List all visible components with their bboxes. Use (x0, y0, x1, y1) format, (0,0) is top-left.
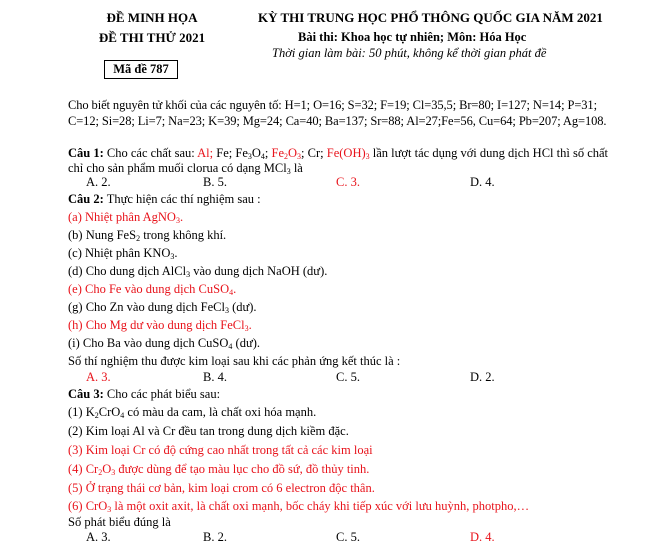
q2-item-g: (g) Cho Zn vào dung dịch FeCl$_3$ (dư). (68, 300, 257, 315)
q1-option-a: A. 2. (86, 175, 111, 189)
question-1-line-1: Câu 1: Cho các chất sau: Al; Fe; $Fe_3O_4$; $Fe_2O_3$; Cr; $Fe(OH)_3$ lần lượt tác dụng với dung dịch HCl thì số chất (68, 146, 609, 161)
q1-option-b: B. 5. (203, 175, 227, 189)
q2-item-b: (b) Nung FeS$_2$ trong không khí. (68, 228, 227, 243)
q3-option-d: D. 4. (470, 530, 495, 544)
q2-item-d: (d) Cho dung dịch AlCl$_3$ vào dung dịch NaOH (dư). (68, 264, 328, 279)
q2-question: Số thí nghiệm thu được kim loại sau khi các phản ứng kết thúc là : (68, 354, 401, 368)
q2-option-c: C. 5. (336, 370, 360, 384)
header-left-title: ĐỀ MINH HỌA (106, 10, 198, 25)
q3-option-c: C. 5. (336, 530, 360, 544)
q1-al: Al; (197, 146, 214, 160)
q3-item-4: (4) $Cr_2O_3$ được dùng để tạo màu lục cho đồ sứ, đồ thủy tinh. (68, 462, 370, 477)
atomic-masses-line-2: C=12; Si=28; Li=7; Na=23; K=39; Mg=24; Ca=40; Ba=137; Sr=88; Al=27;Fe=56, Cu=64; Pb=207; Ag=108. (68, 114, 607, 128)
q3-item-5: (5) Ở trạng thái cơ bản, kim loại crom có 6 electron độc thân. (68, 481, 375, 495)
q1-option-c: C. 3. (336, 175, 360, 189)
q2-item-i: (i) Cho Ba vào dung dịch CuSO$_4$ (dư). (68, 336, 261, 351)
q2-item-c: (c) Nhiệt phân $KNO_3$. (68, 246, 178, 261)
q2-option-a: A. 3. (86, 370, 111, 384)
exam-subject: Bài thi: Khoa học tự nhiên; Môn: Hóa Học (298, 30, 527, 44)
q2-option-b: B. 4. (203, 370, 227, 384)
q3-item-3: (3) Kim loại Cr có độ cứng cao nhất trong tất cả các kim loại (68, 443, 373, 457)
q2-option-d: D. 2. (470, 370, 495, 384)
q2-item-a: (a) Nhiệt phân AgNO$_3$. (68, 210, 184, 225)
exam-time-note: Thời gian làm bài: 50 phút, không kể thời gian phát đề (272, 46, 547, 60)
question-3-header: Câu 3: Cho các phát biểu sau: (68, 387, 221, 401)
header-left-subtitle: ĐỀ THI THỬ 2021 (98, 30, 206, 45)
q3-item-2: (2) Kim loại Al và Cr đều tan trong dung dịch kiềm đặc. (68, 424, 349, 438)
exam-title: KỲ THI TRUNG HỌC PHỔ THÔNG QUỐC GIA NĂM 2021 (258, 10, 603, 25)
q1-fe2o3: $Fe_2O_3$ (271, 146, 302, 161)
q3-item-1: (1) $K_2CrO_4$ có màu da cam, là chất oxi hóa mạnh. (68, 405, 317, 420)
q2-item-e: (e) Cho Fe vào dung dịch CuSO$_4$. (68, 282, 237, 297)
q3-item-6: (6) CrO$_3$ là một oxit axit, là chất oxi mạnh, bốc cháy khi tiếp xúc với lưu huỳnh, photpho,… (68, 499, 530, 514)
q1-option-d: D. 4. (470, 175, 495, 189)
exam-code-box: Mã đề 787 (104, 60, 178, 79)
q3-question: Số phát biểu đúng là (68, 515, 171, 529)
q3-option-a: A. 3. (86, 530, 111, 544)
question-1-line-2: chỉ cho sản phẩm muối clorua có dạng MCl$_3$ là (68, 161, 303, 176)
q3-option-b: B. 2. (203, 530, 227, 544)
question-2-header: Câu 2: Thực hiện các thí nghiệm sau : (68, 192, 261, 206)
question-1-label: Câu 1: (68, 146, 104, 160)
atomic-masses-line-1: Cho biết nguyên tử khối của các nguyên tố: H=1; O=16; S=32; F=19; Cl=35,5; Br=80; I=127; N=14; P=31; (68, 98, 597, 112)
q2-item-h: (h) Cho Mg dư vào dung dịch FeCl$_3$. (68, 318, 252, 333)
q1-feoh3: $Fe(OH)_3$ (326, 146, 370, 161)
